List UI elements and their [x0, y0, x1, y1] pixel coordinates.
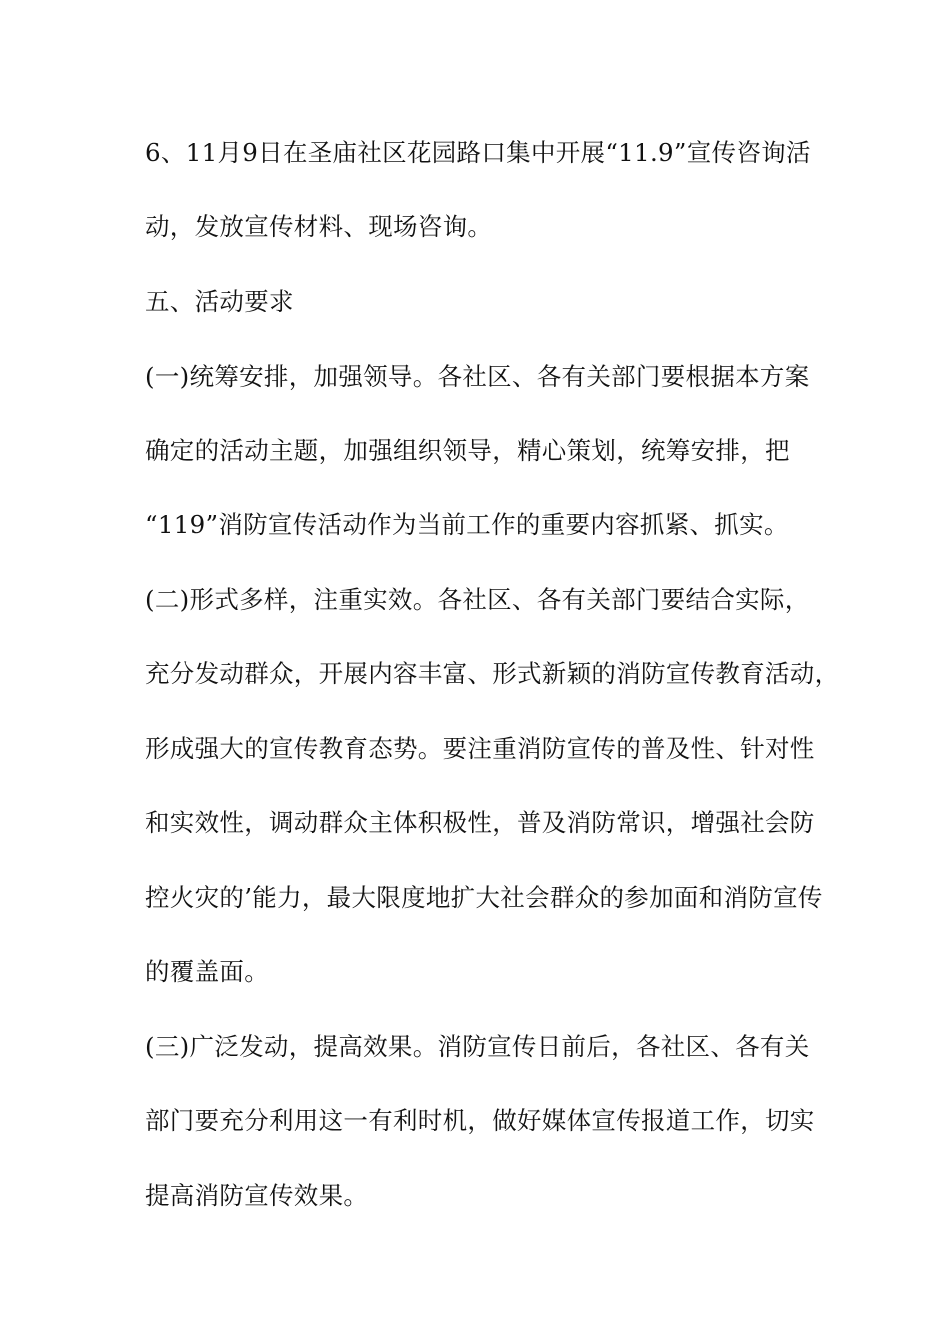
section-heading: 五、活动要求: [145, 287, 294, 316]
text-line-req-2-cont-1: 充分发动群众，开展内容丰富、形式新颖的消防宣传教育活动，: [145, 659, 840, 688]
text-line-req-2-cont-4: 控火灾的’能力，最大限度地扩大社会群众的参加面和消防宣传: [145, 883, 823, 912]
text-line-req-2-cont-3: 和实效性，调动群众主体积极性，普及消防常识，增强社会防: [145, 808, 815, 837]
text-line-req-1-end: “119”消防宣传活动作为当前工作的重要内容抓紧、抓实。: [145, 510, 789, 539]
text-line-req-3-cont: 部门要充分利用这一有利时机，做好媒体宣传报道工作，切实: [145, 1106, 815, 1135]
text-line-req-2-end: 的覆盖面。: [145, 957, 269, 986]
text-line-req-1: (一)统筹安排，加强领导。各社区、各有关部门要根据本方案: [145, 362, 810, 391]
text-line-item-6: 6、11月9日在圣庙社区花园路口集中开展“11.9”宣传咨询活: [145, 138, 811, 167]
text-line-req-3-end: 提高消防宣传效果。: [145, 1181, 369, 1210]
text-line-item-6-cont: 动，发放宣传材料、现场咨询。: [145, 212, 493, 241]
text-line-req-3: (三)广泛发动，提高效果。消防宣传日前后，各社区、各有关: [145, 1032, 810, 1061]
text-line-req-2-cont-2: 形成强大的宣传教育态势。要注重消防宣传的普及性、针对性: [145, 734, 815, 763]
text-line-req-1-cont: 确定的活动主题，加强组织领导，精心策划，统筹安排，把: [145, 436, 790, 465]
text-line-req-2: (二)形式多样，注重实效。各社区、各有关部门要结合实际，: [145, 585, 810, 614]
